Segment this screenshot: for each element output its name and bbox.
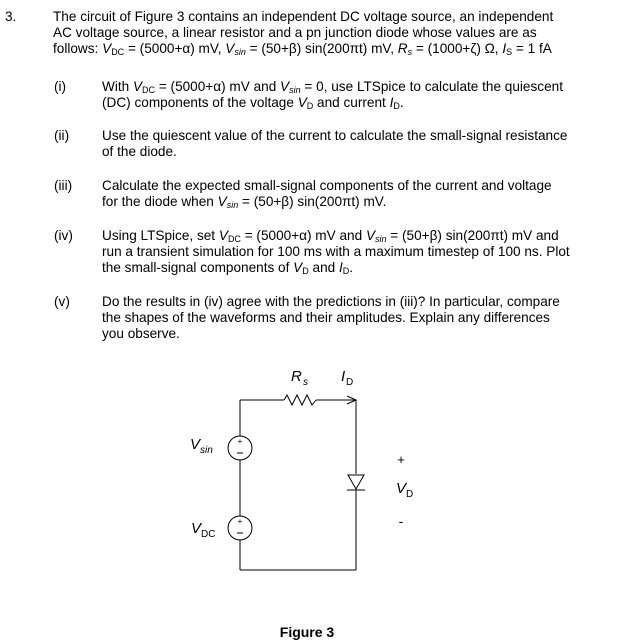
part-text: With $V_{DC} = (5000+\alpha)$ mV and $V_{sin} = 0$, use LTSpice to calculate the quiescent (DC) components of the voltage $V_D$ and current $I_D$.: [102, 79, 563, 111]
rs-label-sub: s: [303, 377, 308, 388]
part-text: Calculate the expected small-signal components of the current and voltage for the diode when $V_{sin} = (50+\beta)$ sin(200πt) mV.: [102, 178, 552, 210]
figure-caption: Figure 3: [279, 624, 335, 640]
part-text: Use the quiescent value of the current to calculate the small-signal resistance of the diode.: [102, 128, 568, 159]
circuit-diagram: [0, 355, 623, 643]
vdc-plus-mark: +: [237, 517, 243, 526]
part-number: (i): [54, 79, 67, 94]
vsin-plus-mark: +: [237, 437, 243, 446]
part-number: (iv): [54, 228, 73, 243]
part-number: (v): [54, 294, 70, 309]
vsin-label-symbol: V: [190, 436, 201, 453]
part-number: (ii): [54, 128, 70, 143]
vsin-label-sub: sin: [200, 445, 213, 456]
rs-label-symbol: R: [291, 368, 302, 385]
intro-line-3: follows: $V_{DC} = (5000+\alpha)$ mV, $V_{sin} = (50+\beta)$ sin(200πt) mV, $R_s = (1000+\zeta)$ Ω, $I_S = 1$ fA: [53, 41, 552, 57]
intro-paragraph: [53, 9, 613, 57]
question-number: 3.: [5, 9, 17, 24]
resistor-rs: [284, 395, 316, 405]
vd-label-symbol: V: [396, 480, 407, 497]
vd-minus: -: [398, 513, 404, 529]
part-text: Do the results in (iv) agree with the predictions in (iii)? In particular, compare the shapes of the waveforms and their amplitudes. Explain any differences you observe.: [102, 294, 560, 341]
id-label-symbol: I: [341, 368, 346, 385]
intro-line-2: AC voltage source, a linear resistor and a pn junction diode whose values are as: [53, 25, 537, 40]
diode-icon: [348, 475, 364, 489]
part-number: (iii): [54, 178, 73, 193]
intro-line-1: The circuit of Figure 3 contains an independent DC voltage source, an independent: [53, 9, 554, 24]
part-text: Using LTSpice, set $V_{DC} = (5000+\alpha)$ mV and $V_{sin} = (50+\beta)$ sin(200πt) mV and run a transient simulation for 100 ms with a maximum timestep of 100 ns. Plot the small-signal components of $V_D$ and $I_D$.: [102, 228, 570, 276]
vd-plus: +: [397, 452, 405, 467]
vd-label-sub: D: [406, 489, 414, 500]
vdc-label-symbol: V: [191, 520, 202, 537]
vdc-label-sub: DC: [201, 529, 216, 540]
id-label-sub: D: [346, 377, 354, 388]
